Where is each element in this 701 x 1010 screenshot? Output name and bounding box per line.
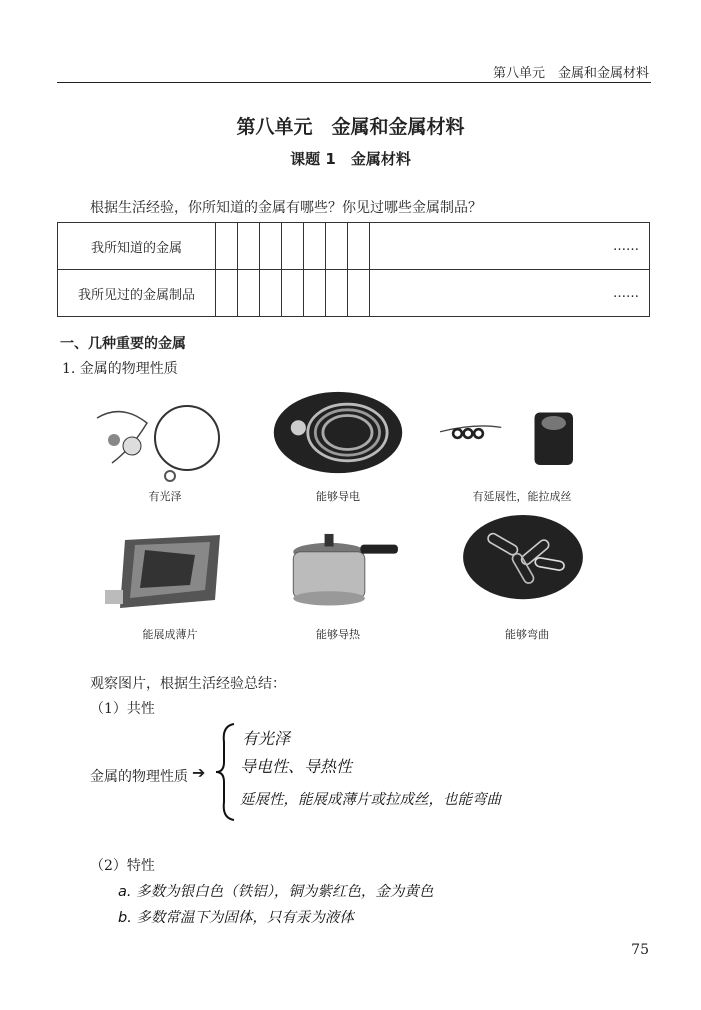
answer-cell[interactable]: [260, 270, 282, 317]
unit-title: 第八单元 金属和金属材料: [236, 116, 465, 138]
ellipsis-cell: ……: [370, 223, 650, 270]
observe-instruction: 观察图片，根据生活经验总结：: [90, 676, 286, 692]
sub-heading: 1. 金属的物理性质: [62, 361, 178, 377]
answer-cell[interactable]: [326, 270, 348, 317]
handwritten-answer: a. 多数为银白色（铁铝），铜为紫红色，金为黄色: [118, 884, 434, 900]
photo-caption: 能够导电: [316, 490, 360, 503]
foil-sheet-photo: [100, 530, 240, 615]
arrow-icon: ➔: [192, 763, 206, 782]
photo-caption: 有光泽: [148, 490, 182, 503]
ellipsis-cell: ……: [370, 270, 650, 317]
page-number: 75: [631, 942, 649, 958]
answer-cell[interactable]: [348, 223, 370, 270]
header-rule: [57, 82, 651, 83]
running-header: 第八单元 金属和金属材料: [492, 66, 649, 81]
photo-caption: 能展成薄片: [142, 628, 198, 641]
common-label: （1）共性: [90, 701, 155, 717]
paper-clips-photo: [453, 515, 593, 600]
special-label: （2）特性: [90, 858, 155, 874]
answer-cell[interactable]: [238, 270, 260, 317]
answer-cell[interactable]: [304, 223, 326, 270]
intro-question: 根据生活经验，你所知道的金属有哪些？你见过哪些金属制品？: [90, 200, 482, 216]
metal-table: [57, 222, 650, 317]
answer-cell[interactable]: [282, 223, 304, 270]
answer-cell[interactable]: [216, 270, 238, 317]
handwritten-answer: 延展性，能展成薄片或拉成丝，也能弯曲: [240, 792, 501, 808]
answer-cell[interactable]: [348, 270, 370, 317]
wire-spool-photo: [440, 398, 580, 483]
photo-caption: 能够弯曲: [505, 628, 549, 641]
lesson-title: 课题 1 金属材料: [290, 150, 411, 168]
row-label: 我所见过的金属制品: [58, 270, 216, 317]
jewelry-chain-photo: [92, 398, 232, 483]
answer-cell[interactable]: [260, 223, 282, 270]
row-label: 我所知道的金属: [58, 223, 216, 270]
pressure-cooker-photo: [268, 525, 408, 610]
answer-cell[interactable]: [304, 270, 326, 317]
handwritten-answer: 有光泽: [242, 729, 291, 748]
section-heading: 一、几种重要的金属: [60, 336, 186, 352]
photo-caption: 有延展性，能拉成丝: [472, 490, 572, 503]
answer-cell[interactable]: [282, 270, 304, 317]
brace-icon: [214, 722, 238, 822]
table-row: [58, 270, 650, 317]
answer-cell[interactable]: [238, 223, 260, 270]
handwritten-answer: b. 多数常温下为固体，只有汞为液体: [118, 910, 354, 926]
photo-caption: 能够导热: [316, 628, 360, 641]
wire-coil-photo: [268, 390, 408, 475]
answer-cell[interactable]: [326, 223, 348, 270]
table-row: [58, 223, 650, 270]
answer-cell[interactable]: [216, 223, 238, 270]
physical-properties-label: 金属的物理性质: [90, 769, 188, 785]
handwritten-answer: 导电性、导热性: [240, 757, 353, 776]
